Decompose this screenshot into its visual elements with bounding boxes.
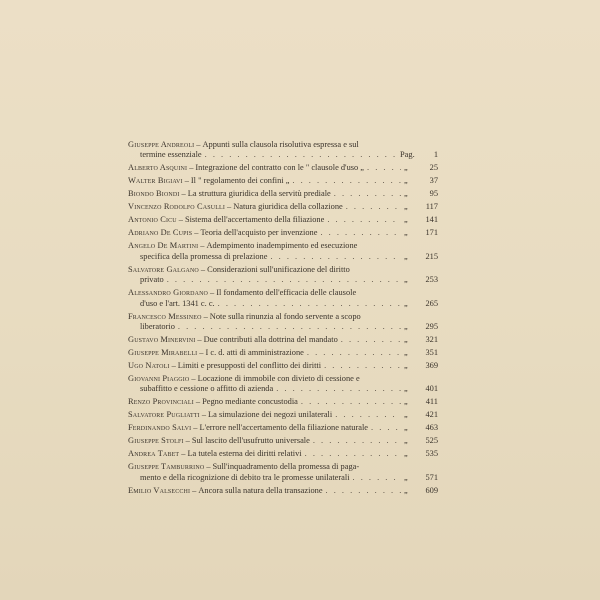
dot-leader — [341, 335, 401, 345]
toc-entry-continuation-line — [128, 275, 438, 285]
toc-separator: – — [210, 288, 215, 298]
toc-author: Ugo Natoli — [128, 361, 170, 371]
toc-page-number: 141 — [425, 215, 438, 225]
toc-entry-first-line — [128, 348, 438, 358]
toc-entry-first-line — [128, 265, 438, 275]
toc-author: Giovanni Piaggio — [128, 374, 190, 384]
toc-title: La tutela esterna dei diritti relativi — [187, 449, 302, 459]
toc-entry-first-line — [128, 163, 438, 173]
toc-entry — [128, 228, 438, 238]
toc-page-prefix: „ — [404, 410, 408, 420]
toc-page-prefix: „ — [404, 397, 408, 407]
toc-entry-first-line — [128, 436, 438, 446]
toc-title: Considerazioni sull'unificazione del diritto — [207, 264, 350, 274]
toc-page-prefix: „ — [404, 228, 408, 238]
toc-page-number: 295 — [425, 322, 438, 332]
toc-entry — [128, 486, 438, 496]
toc-author: Alberto Asquini — [128, 163, 188, 173]
toc-entry-first-line — [128, 228, 438, 238]
toc-entry-first-line — [128, 374, 438, 384]
toc-entry-continuation-line — [128, 322, 438, 332]
toc-separator: – — [194, 228, 199, 238]
dot-leader — [327, 215, 401, 225]
toc-entry-first-line — [128, 462, 438, 472]
toc-page-prefix: Pag. — [400, 150, 415, 160]
dot-leader — [313, 436, 401, 446]
toc-separator: – — [200, 264, 206, 274]
toc-author: Giuseppe Stolfi — [128, 436, 184, 446]
toc-page-prefix: „ — [404, 384, 408, 394]
toc-entry-first-line — [128, 486, 438, 496]
toc-author: Giuseppe Tamburrino — [128, 462, 205, 472]
toc-entry-continuation-line — [128, 299, 438, 309]
toc-page-number: 571 — [425, 472, 438, 482]
toc-author: Giuseppe Andreoli — [128, 140, 195, 149]
toc-entry — [128, 335, 438, 345]
toc-entry — [128, 265, 438, 286]
toc-entry-first-line — [128, 189, 438, 199]
toc-entry — [128, 215, 438, 225]
toc-page-number: 25 — [429, 163, 438, 173]
toc-entry-first-line — [128, 423, 438, 433]
toc-entry — [128, 312, 438, 333]
toc-page-number: 411 — [425, 397, 438, 407]
toc-title: specifica della promessa di prelazione — [140, 251, 268, 261]
dot-leader — [326, 486, 401, 496]
toc-page-prefix: „ — [404, 436, 408, 446]
toc-entry — [128, 361, 438, 371]
toc-author: Francesco Messineo — [128, 311, 202, 321]
toc-entry — [128, 202, 438, 212]
toc-page-prefix: „ — [404, 251, 408, 261]
toc-entry-first-line — [128, 215, 438, 225]
toc-title: Il fondamento dell'efficacia delle clausole — [216, 288, 357, 298]
toc-author: Ferdinando Salvi — [128, 423, 192, 433]
toc-title: Natura giuridica della collazione — [233, 202, 343, 212]
toc-separator: – — [181, 449, 186, 459]
toc-entry — [128, 423, 438, 433]
toc-page-number: 525 — [425, 436, 438, 446]
dot-leader — [353, 473, 401, 483]
toc-separator: – — [189, 163, 194, 173]
toc-title: Pegno mediante concustodia — [202, 397, 298, 407]
toc-entry-continuation-line — [128, 473, 438, 483]
toc-page-prefix: „ — [404, 215, 408, 225]
toc-entry — [128, 176, 438, 186]
toc-separator: – — [227, 202, 232, 212]
toc-title: Ancora sulla natura della transazione — [198, 485, 323, 495]
toc-separator: – — [191, 374, 196, 384]
toc-page-prefix: „ — [404, 298, 408, 308]
toc-page-prefix: „ — [404, 189, 408, 199]
toc-page-prefix: „ — [404, 163, 408, 173]
toc-page-number: 265 — [425, 298, 438, 308]
dot-leader — [367, 163, 401, 173]
toc-entry — [128, 241, 438, 262]
toc-author: Gustavo Minervini — [128, 335, 196, 345]
toc-title: Appunti sulla clausola risolutiva espressa e sul — [202, 140, 359, 149]
toc-page-number: 215 — [425, 251, 438, 261]
toc-author: Antonio Cicu — [128, 215, 177, 225]
toc-page-number: 535 — [425, 449, 438, 459]
toc-separator: – — [197, 335, 202, 345]
toc-page-number: 1 — [433, 150, 438, 160]
toc-page-number: 351 — [425, 348, 438, 358]
toc-entry-first-line — [128, 241, 438, 251]
toc-page-number: 37 — [429, 176, 438, 186]
dot-leader — [301, 397, 401, 407]
toc-title: I c. d. atti di amministrazione — [205, 348, 304, 358]
toc-author: Salvatore Pugliatti — [128, 410, 200, 420]
toc-entry-first-line — [128, 449, 438, 459]
dot-leader — [335, 410, 401, 420]
toc-title: liberatorio — [140, 322, 175, 332]
toc-page-number: 609 — [425, 485, 438, 495]
toc-author: Alessandro Giordano — [128, 288, 209, 298]
toc-separator: – — [192, 485, 197, 495]
toc-page-number: 369 — [425, 361, 438, 371]
toc-page-number: 401 — [425, 384, 438, 394]
toc-title: Adempimento inadempimento ed esecuzione — [206, 241, 358, 251]
toc-page-number: 463 — [425, 423, 438, 433]
toc-author: Emilio Valsecchi — [128, 485, 191, 495]
toc-page-prefix: „ — [404, 472, 408, 482]
toc-page-prefix: „ — [404, 202, 408, 212]
toc-page-prefix: „ — [404, 485, 408, 495]
toc-title: Sistema dell'accertamento della filiazione — [184, 215, 325, 225]
toc-separator: – — [178, 215, 183, 225]
toc-page-number: 117 — [425, 202, 438, 212]
toc-separator: – — [184, 176, 189, 186]
toc-title: d'uso e l'art. 1341 c. c. — [140, 298, 215, 308]
toc-title: Il " regolamento dei confini „ — [190, 176, 290, 186]
dot-leader — [167, 275, 401, 285]
toc-entry-first-line — [128, 288, 438, 298]
toc-title: Due contributi alla dottrina del mandato — [203, 335, 338, 345]
toc-entry-continuation-line — [128, 384, 438, 394]
toc-separator: – — [201, 410, 207, 420]
toc-page-number: 321 — [425, 335, 438, 345]
toc-entry — [128, 189, 438, 199]
toc-entry — [128, 348, 438, 358]
toc-page-prefix: „ — [404, 423, 408, 433]
toc-separator: – — [171, 361, 176, 371]
toc-separator: – — [206, 462, 211, 472]
dot-leader — [218, 299, 401, 309]
toc-separator: – — [200, 241, 205, 251]
toc-page-number: 253 — [425, 275, 438, 285]
toc-entry — [128, 436, 438, 446]
toc-entry — [128, 288, 438, 309]
toc-page-prefix: „ — [404, 348, 408, 358]
toc-title: privato — [140, 275, 164, 285]
toc-author: Angelo De Martini — [128, 241, 199, 251]
toc-entry-first-line — [128, 361, 438, 371]
toc-entry — [128, 163, 438, 173]
toc-page-prefix: „ — [404, 176, 408, 186]
toc-entry-first-line — [128, 410, 438, 420]
toc-title: La simulazione dei negozi unilaterali — [208, 410, 333, 420]
toc-title: Sul lascito dell'usufrutto universale — [191, 436, 310, 446]
dot-leader — [178, 322, 401, 332]
toc-separator: – — [195, 397, 201, 407]
toc-entry-first-line — [128, 335, 438, 345]
toc-page-number: 171 — [425, 228, 438, 238]
toc-title: mento e della ricognizione di debito tra le promesse unilaterali — [140, 472, 350, 482]
toc-entry-continuation-line — [128, 252, 438, 262]
dot-leader — [346, 202, 401, 212]
dot-leader — [371, 423, 401, 433]
toc-author: Vincenzo Rodolfo Casulli — [128, 202, 226, 212]
toc-page-number: 95 — [429, 189, 438, 199]
toc-page-prefix: „ — [404, 275, 408, 285]
toc-separator: – — [185, 436, 190, 446]
toc-title: subaffitto e cessione o affitto di azienda — [140, 384, 274, 394]
toc-entry-first-line — [128, 397, 438, 407]
toc-author: Adriano De Cupis — [128, 228, 193, 238]
toc-title: Limiti e presupposti del conflitto dei diritti — [177, 361, 322, 371]
dot-leader — [205, 150, 397, 160]
dot-leader — [292, 176, 401, 186]
toc-entry-first-line — [128, 312, 438, 322]
toc-page-prefix: „ — [404, 361, 408, 371]
dot-leader — [270, 252, 401, 262]
toc-entry — [128, 462, 438, 483]
dot-leader — [320, 228, 401, 238]
toc-entry — [128, 140, 438, 161]
toc-title: Teoria dell'acquisto per invenzione — [200, 228, 318, 238]
toc-title: termine essenziale — [140, 150, 202, 160]
toc-page-number: 421 — [425, 410, 438, 420]
table-of-contents — [128, 140, 438, 499]
toc-author: Andrea Tabet — [128, 449, 180, 459]
toc-entry — [128, 374, 438, 395]
toc-separator: – — [199, 348, 204, 358]
dot-leader — [334, 189, 401, 199]
toc-separator: – — [203, 311, 208, 321]
toc-entry — [128, 410, 438, 420]
toc-title: Integrazione del contratto con le " clausole d'uso „ — [195, 163, 365, 173]
toc-separator: – — [193, 423, 198, 433]
toc-separator: – — [196, 140, 201, 149]
toc-author: Walter Bigiavi — [128, 176, 183, 186]
dot-leader — [276, 384, 401, 394]
toc-entry-first-line — [128, 176, 438, 186]
toc-entry — [128, 449, 438, 459]
toc-author: Biondo Biondi — [128, 189, 180, 199]
toc-title: L'errore nell'accertamento della filiazione naturale — [199, 423, 369, 433]
toc-entry-first-line — [128, 202, 438, 212]
toc-entry — [128, 397, 438, 407]
toc-entry-continuation-line — [128, 150, 438, 160]
toc-page-prefix: „ — [404, 449, 408, 459]
toc-page-prefix: „ — [404, 322, 408, 332]
toc-title: La struttura giuridica della servitù prediale — [187, 189, 331, 199]
toc-title: Sull'inquadramento della promessa di paga- — [212, 462, 360, 472]
toc-title: Locazione di immobile con divieto di cessione e — [197, 374, 360, 384]
toc-author: Salvatore Galgano — [128, 264, 199, 274]
toc-page-prefix: „ — [404, 335, 408, 345]
toc-separator: – — [181, 189, 186, 199]
toc-author: Renzo Provinciali — [128, 397, 194, 407]
dot-leader — [324, 361, 401, 371]
toc-title: Note sulla rinunzia al fondo servente a scopo — [209, 311, 361, 321]
toc-entry-first-line — [128, 140, 438, 150]
dot-leader — [305, 449, 401, 459]
toc-author: Giuseppe Mirabelli — [128, 348, 198, 358]
dot-leader — [307, 348, 401, 358]
